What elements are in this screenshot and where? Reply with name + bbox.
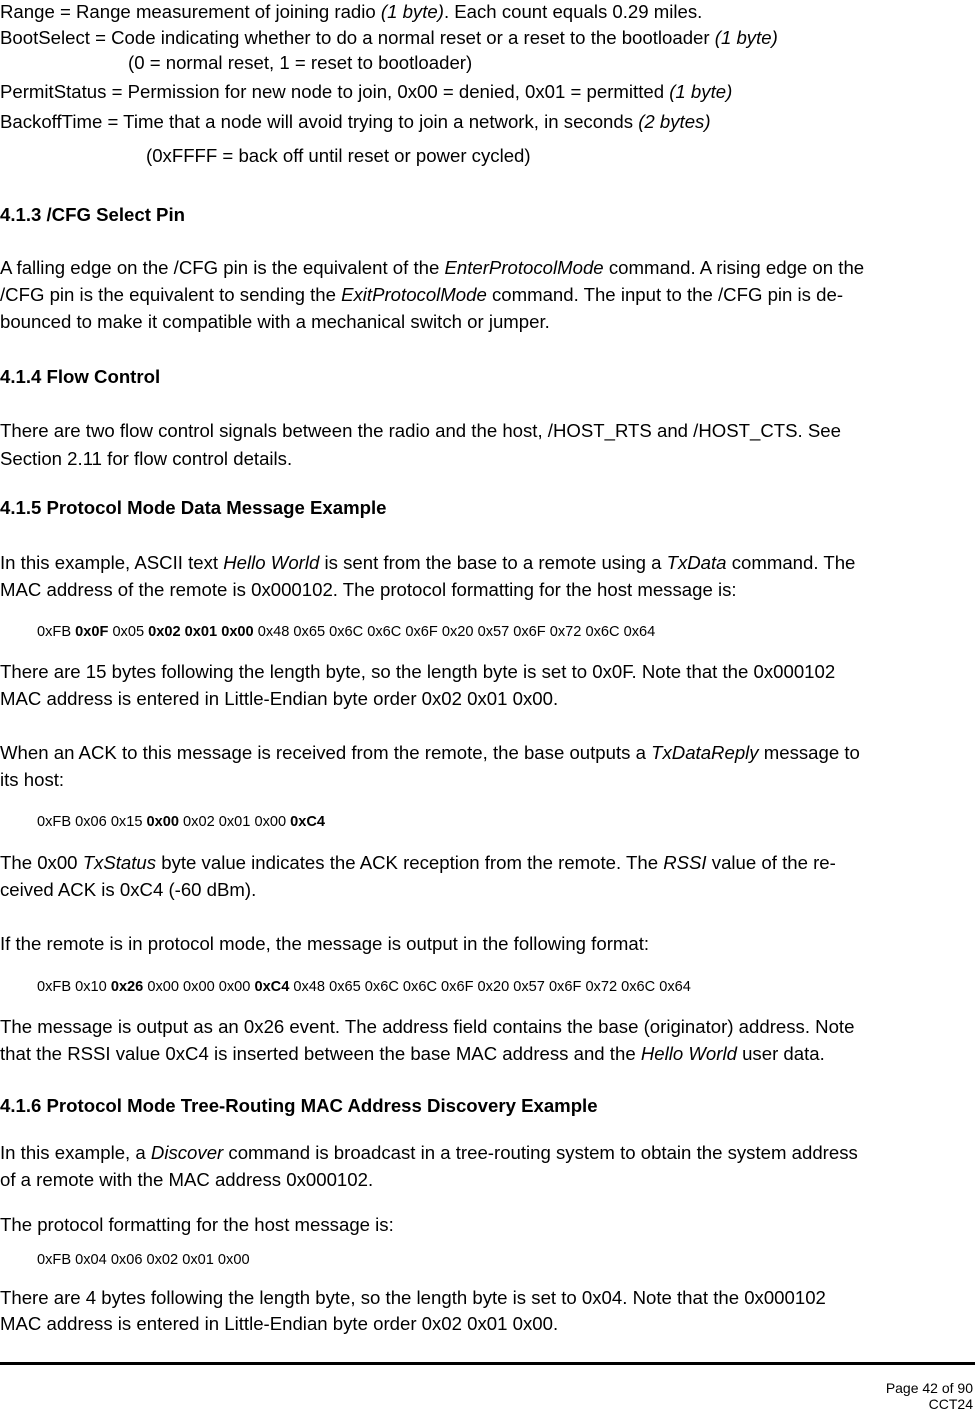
s415-p2-line-1: There are 15 bytes following the length byte, so the length byte is set to 0x0F. Note that the 0x000102 [0, 661, 836, 682]
s416-p1-line-1: In this example, a Discover command is broadcast in a tree-routing system to obtain the system address [0, 1142, 858, 1163]
s413-line-2: /CFG pin is the equivalent to sending the ExitProtocolMode command. The input to the /CFG pin is de- [0, 284, 844, 305]
code-txdatareply: 0xFB 0x06 0x15 0x00 0x02 0x01 0x00 0xC4 [37, 814, 326, 830]
section-heading-4-1-3: 4.1.3 /CFG Select Pin [0, 204, 185, 225]
document-id: CCT24 [928, 1396, 973, 1412]
s416-p3-line-2: MAC address is entered in Little-Endian byte order 0x02 0x01 0x00. [0, 1313, 559, 1334]
s415-p3-line-2: its host: [0, 769, 65, 790]
section-heading-4-1-4: 4.1.4 Flow Control [0, 366, 161, 387]
def-range: Range = Range measurement of joining radio (1 byte). Each count equals 0.29 miles. [0, 1, 703, 22]
def-backofftime: BackoffTime = Time that a node will avoid trying to join a network, in seconds (2 bytes) [0, 111, 711, 132]
def-bootselect-note: (0 = normal reset, 1 = reset to bootloader) [128, 52, 473, 73]
s415-p4-line-2: ceived ACK is 0xC4 (-60 dBm). [0, 879, 257, 900]
footer-rule [0, 1362, 975, 1365]
s415-p4-line-1: The 0x00 TxStatus byte value indicates the ACK reception from the remote. The RSSI value of the re- [0, 852, 836, 873]
def-permitstatus: PermitStatus = Permission for new node to join, 0x00 = denied, 0x01 = permitted (1 byte) [0, 81, 733, 102]
s413-line-3: bounced to make it compatible with a mechanical switch or jumper. [0, 311, 550, 332]
s415-p1-line-2: MAC address of the remote is 0x000102. The protocol formatting for the host message is: [0, 579, 737, 600]
s415-p5: If the remote is in protocol mode, the message is output in the following format: [0, 933, 650, 954]
s415-p3-line-1: When an ACK to this message is received from the remote, the base outputs a TxDataReply message to [0, 742, 860, 763]
s413-line-1: A falling edge on the /CFG pin is the equivalent of the EnterProtocolMode command. A rising edge on the [0, 257, 865, 278]
page-number: Page 42 of 90 [885, 1380, 973, 1396]
s416-p1-line-2: of a remote with the MAC address 0x000102. [0, 1169, 374, 1190]
s416-p2: The protocol formatting for the host message is: [0, 1214, 394, 1235]
s415-p1-line-1: In this example, ASCII text Hello World is sent from the base to a remote using a TxData command. The [0, 552, 856, 573]
section-heading-4-1-6: 4.1.6 Protocol Mode Tree-Routing MAC Address Discovery Example [0, 1095, 598, 1116]
s414-line-2: Section 2.11 for flow control details. [0, 448, 293, 469]
code-remote-output: 0xFB 0x10 0x26 0x00 0x00 0x00 0xC4 0x48 0x65 0x6C 0x6C 0x6F 0x20 0x57 0x6F 0x72 0x6C 0x64 [37, 979, 691, 995]
code-discover: 0xFB 0x04 0x06 0x02 0x01 0x00 [37, 1252, 250, 1268]
s416-p3-line-1: There are 4 bytes following the length byte, so the length byte is set to 0x04. Note that the 0x000102 [0, 1287, 826, 1308]
s414-line-1: There are two flow control signals between the radio and the host, /HOST_RTS and /HOST_CTS. See [0, 420, 841, 441]
s415-p2-line-2: MAC address is entered in Little-Endian byte order 0x02 0x01 0x00. [0, 688, 559, 709]
def-backofftime-note: (0xFFFF = back off until reset or power cycled) [146, 145, 531, 166]
def-bootselect: BootSelect = Code indicating whether to do a normal reset or a reset to the bootloader (1 byte) [0, 27, 778, 48]
section-heading-4-1-5: 4.1.5 Protocol Mode Data Message Example [0, 497, 387, 518]
s415-p6-line-1: The message is output as an 0x26 event. The address field contains the base (originator) address. Note [0, 1016, 855, 1037]
code-host-message: 0xFB 0x0F 0x05 0x02 0x01 0x00 0x48 0x65 0x6C 0x6C 0x6F 0x20 0x57 0x6F 0x72 0x6C 0x64 [37, 624, 656, 640]
s415-p6-line-2: that the RSSI value 0xC4 is inserted between the base MAC address and the Hello World user data. [0, 1043, 825, 1064]
